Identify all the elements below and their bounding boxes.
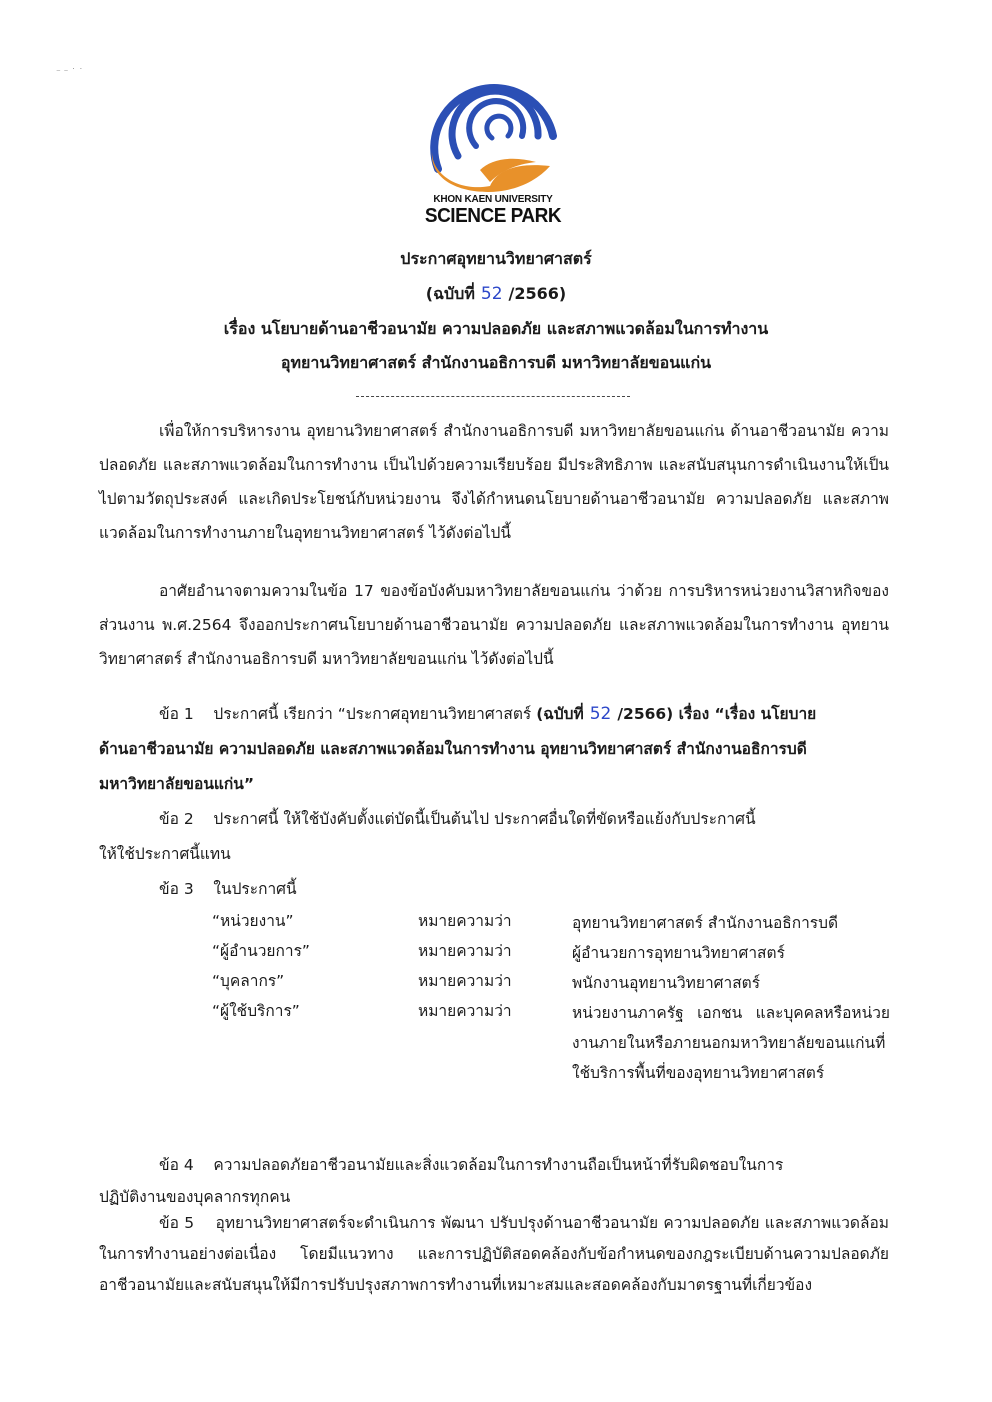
clause-1-label: ข้อ 1 [159, 705, 194, 723]
clause-5-text: อุทยานวิทยาศาสตร์จะดำเนินการ พัฒนา ปรับปรุงด้านอาชีวอนามัย ความปลอดภัย และสภาพแวดล้อมในการทำงานอย่างต่อเนื่อง โดยมีแนวทาง และการปฏิบัติสอดคล้องกับข้อกำหนดของกฎระเบียบด้านความปลอดภัย อาชีวอนามัยและสนับสนุนให้มีการปรับปรุงสภาพการทำงานที่เหมาะสมและสอดคล้องกับมาตรฐานที่เกี่ยวข้อง [99, 1214, 889, 1294]
clause-2-line-2: ให้ใช้ประกาศนี้แทน [99, 845, 231, 863]
clause-3-label: ข้อ 3 [159, 880, 194, 898]
clause-4-line-1 [159, 1152, 783, 1177]
clause-2-line-1 [159, 806, 756, 831]
logo-swirl-icon [418, 74, 568, 199]
logo-science-park-text: SCIENCE PARK [424, 205, 562, 228]
science-park-logo [418, 74, 568, 234]
clause-2-text: ประกาศนี้ ให้ใช้บังคับตั้งแต่บัดนี้เป็นต้นไป ประกาศอื่นใดที่ขัดหรือแย้งกับประกาศนี้ [213, 810, 756, 828]
logo-university-text: KHON KAEN UNIVERSITY [433, 194, 553, 205]
clause-1-text: ประกาศนี้ เรียกว่า “ประกาศอุทยานวิทยาศาสตร์ [213, 705, 532, 723]
definition-text: อุทยานวิทยาศาสตร์ สำนักงานอธิการบดี [572, 914, 839, 932]
clause-1-line-3: มหาวิทยาลัยขอนแก่น” [99, 775, 255, 793]
subject-line-2: อุทยานวิทยาศาสตร์ สำนักงานอธิการบดี มหาวิทยาลัยขอนแก่น [280, 353, 712, 372]
announcement-edition [0, 282, 992, 307]
preamble-paragraph-1 [99, 414, 889, 550]
clause-4-text: ความปลอดภัยอาชีวอนามัยและสิ่งแวดล้อมในการทำงานถือเป็นหน้าที่รับผิดชอบในการ [213, 1156, 784, 1174]
clause-4-line-2: ปฏิบัติงานของบุคลากรทุกคน [99, 1188, 291, 1206]
definition-means: หมายความว่า [418, 1002, 512, 1020]
preamble-2-text: อาศัยอำนาจตามความในข้อ 17 ของข้อบังคับมหาวิทยาลัยขอนแก่น ว่าด้วย การบริหารหน่วยงานวิสาหกิจของส่วนงาน พ.ศ.2564 จึงออกประกาศนโยบายด้านอาชีวอนามัย ความปลอดภัย และสภาพแวดล้อมในการทำงาน อุทยานวิทยาศาสตร์ สำนักงานอธิการบดี มหาวิทยาลัยขอนแก่น ไว้ดังต่อไปนี้ [99, 582, 889, 668]
clause-1-edition-suffix: /2566) เรื่อง “เรื่อง นโยบาย [617, 705, 817, 723]
clause-1-edition-prefix: (ฉบับที่ [536, 705, 584, 723]
clause-3-line [159, 876, 297, 901]
clause-1-line-2: ด้านอาชีวอนามัย ความปลอดภัย และสภาพแวดล้อมในการทำงาน อุทยานวิทยาศาสตร์ สำนักงานอธิการบดี [99, 740, 807, 758]
clause-4-label: ข้อ 4 [159, 1156, 194, 1174]
clause-5-paragraph [99, 1208, 889, 1301]
edition-number-handwritten: 52 [480, 284, 503, 304]
preamble-1-text: เพื่อให้การบริหารงาน อุทยานวิทยาศาสตร์ สำนักงานอธิการบดี มหาวิทยาลัยขอนแก่น ด้านอาชีวอนามัย ความปลอดภัย และสภาพแวดล้อมในการทำงาน เป็นไปด้วยความเรียบร้อย มีประสิทธิภาพ และสนับสนุนการดำเนินงานให้เป็นไปตามวัตถุประสงค์ และเกิดประโยชน์กับหน่วยงาน จึงได้กำหนดนโยบายด้านอาชีวอนามัย ความปลอดภัย และสภาพแวดล้อมในการทำงานภายในอุทยานวิทยาศาสตร์ ไว้ดังต่อไปนี้ [99, 422, 889, 542]
definition-means: หมายความว่า [418, 972, 512, 990]
definition-term: “ผู้อำนวยการ” [212, 942, 310, 960]
definition-term: “ผู้ใช้บริการ” [212, 1002, 300, 1020]
edition-suffix: /2566) [508, 284, 567, 303]
header-divider [356, 396, 630, 397]
clause-1-edition-number-handwritten: 52 [589, 704, 612, 724]
scan-speck: ⁻ ⁻ ˙ ˙ [56, 68, 84, 78]
definition-text: ผู้อำนวยการอุทยานวิทยาศาสตร์ [572, 944, 785, 962]
definition-term: “หน่วยงาน” [212, 912, 294, 930]
clause-3-text: ในประกาศนี้ [213, 880, 297, 898]
definition-term: “บุคลากร” [212, 972, 285, 990]
definition-text: พนักงานอุทยานวิทยาศาสตร์ [572, 974, 761, 992]
preamble-paragraph-2 [99, 574, 889, 676]
definition-means: หมายความว่า [418, 912, 512, 930]
announcement-title: ประกาศอุทยานวิทยาศาสตร์ [400, 249, 592, 268]
definition-means: หมายความว่า [418, 942, 512, 960]
subject-line-1: เรื่อง นโยบายด้านอาชีวอนามัย ความปลอดภัย และสภาพแวดล้อมในการทำงาน [223, 319, 769, 338]
clause-1-line-1 [159, 701, 816, 726]
edition-prefix: (ฉบับที่ [425, 284, 475, 303]
definition-text: หน่วยงานภาครัฐ เอกชน และบุคคลหรือหน่วยงานภายในหรือภายนอกมหาวิทยาลัยขอนแก่นที่ใช้บริการพื้นที่ของอุทยานวิทยาศาสตร์ [572, 1004, 890, 1082]
clause-2-label: ข้อ 2 [159, 810, 194, 828]
clause-5-label: ข้อ 5 [159, 1214, 195, 1232]
